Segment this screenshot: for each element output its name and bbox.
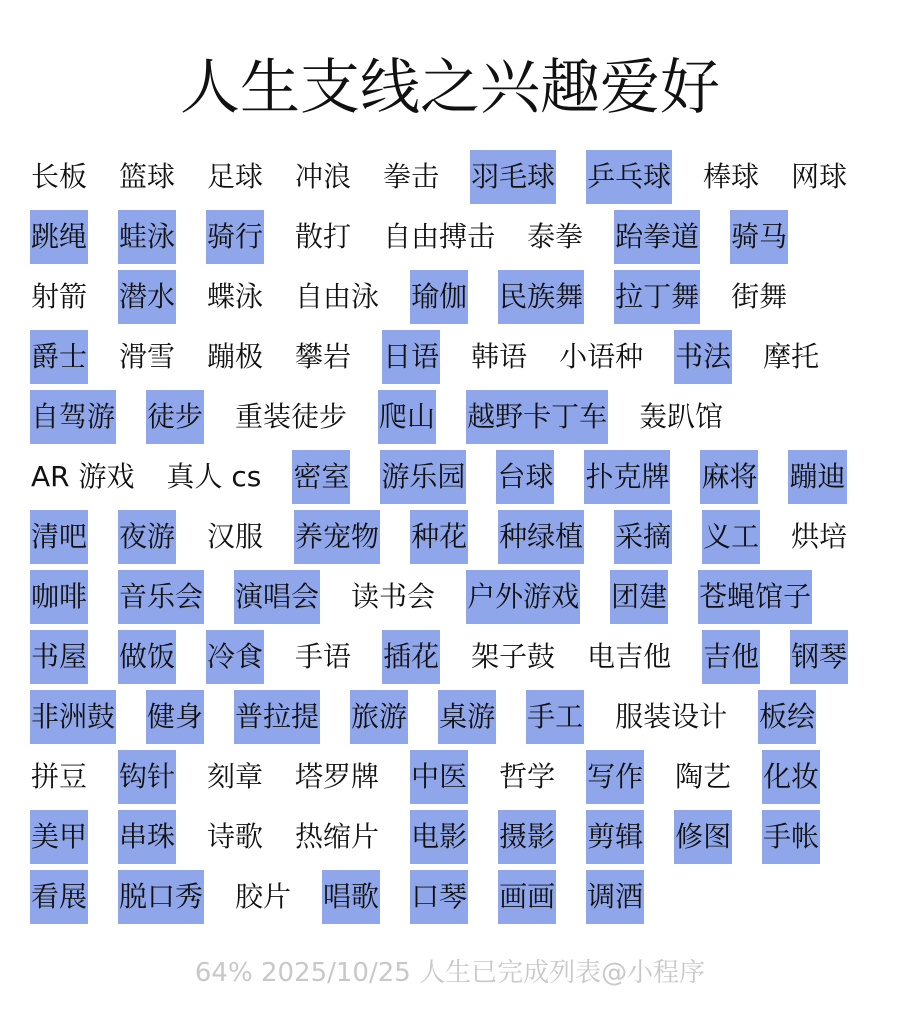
hobby-item-completed[interactable]: 书屋: [30, 630, 88, 684]
hobby-item-completed[interactable]: 桌游: [438, 690, 496, 744]
hobby-item-completed[interactable]: 越野卡丁车: [466, 390, 608, 444]
hobby-item[interactable]: 拳击: [383, 160, 440, 193]
hobby-item-completed[interactable]: 扑克牌: [584, 450, 670, 504]
hobby-item-completed[interactable]: 修图: [674, 810, 732, 864]
hobby-item-completed[interactable]: 徒步: [146, 390, 204, 444]
hobby-item-completed[interactable]: 吉他: [702, 630, 760, 684]
hobby-item[interactable]: 网球: [791, 160, 848, 193]
hobby-item[interactable]: 自由泳: [295, 280, 380, 313]
footer-date: 2025/10/25: [260, 958, 411, 988]
hobby-item-completed[interactable]: 钢琴: [790, 630, 848, 684]
hobby-item-completed[interactable]: 普拉提: [234, 690, 320, 744]
hobby-item-completed[interactable]: 爵士: [30, 330, 88, 384]
hobby-item[interactable]: 哲学: [499, 760, 556, 793]
hobby-row: [30, 630, 880, 684]
hobby-item-completed[interactable]: 串珠: [118, 810, 176, 864]
hobby-item-completed[interactable]: 种绿植: [498, 510, 584, 564]
hobby-item-completed[interactable]: 脱口秀: [118, 870, 204, 924]
hobby-item[interactable]: 足球: [207, 160, 264, 193]
hobby-item-completed[interactable]: 麻将: [700, 450, 758, 504]
hobby-item[interactable]: 街舞: [731, 280, 788, 313]
hobby-item-completed[interactable]: 苍蝇馆子: [698, 570, 812, 624]
hobby-item-completed[interactable]: 义工: [702, 510, 760, 564]
hobby-item[interactable]: 攀岩: [295, 340, 352, 373]
hobby-item[interactable]: 刻章: [207, 760, 264, 793]
hobby-item-completed[interactable]: 咖啡: [30, 570, 88, 624]
hobby-item-completed[interactable]: 养宠物: [294, 510, 380, 564]
hobby-item-completed[interactable]: 插花: [382, 630, 440, 684]
hobby-item-completed[interactable]: 调酒: [586, 870, 644, 924]
hobby-item-completed[interactable]: 乒乓球: [586, 150, 672, 204]
hobby-item[interactable]: 真人 cs: [166, 460, 262, 493]
hobby-item-completed[interactable]: 羽毛球: [470, 150, 556, 204]
hobby-item[interactable]: 陶艺: [675, 760, 732, 793]
hobby-item-completed[interactable]: 蹦迪: [788, 450, 846, 504]
hobby-item-completed[interactable]: 民族舞: [498, 270, 584, 324]
hobby-item[interactable]: 蝶泳: [207, 280, 264, 313]
hobby-item[interactable]: 篮球: [119, 160, 176, 193]
hobby-row: [30, 870, 880, 924]
hobby-item[interactable]: 架子鼓: [471, 640, 556, 673]
hobby-item[interactable]: 蹦极: [207, 340, 264, 373]
hobby-item-completed[interactable]: 板绘: [758, 690, 816, 744]
hobby-item-completed[interactable]: 潜水: [118, 270, 176, 324]
hobby-item[interactable]: 摩托: [763, 340, 820, 373]
hobby-item-completed[interactable]: 美甲: [30, 810, 88, 864]
hobby-item-completed[interactable]: 电影: [410, 810, 468, 864]
hobby-item-completed[interactable]: 中医: [410, 750, 468, 804]
hobby-item-completed[interactable]: 跆拳道: [614, 210, 700, 264]
hobby-row: [30, 570, 880, 624]
hobby-item-completed[interactable]: 旅游: [350, 690, 408, 744]
hobby-row: [30, 270, 880, 324]
hobby-item[interactable]: 手语: [295, 640, 352, 673]
hobby-item-completed[interactable]: 团建: [610, 570, 668, 624]
hobby-item-completed[interactable]: 画画: [498, 870, 556, 924]
hobby-item-completed[interactable]: 夜游: [118, 510, 176, 564]
hobby-item-completed[interactable]: 蛙泳: [118, 210, 176, 264]
hobby-item[interactable]: 轰趴馆: [639, 400, 724, 433]
hobby-item-completed[interactable]: 台球: [496, 450, 554, 504]
hobby-item-completed[interactable]: 钩针: [118, 750, 176, 804]
hobby-grid: [30, 150, 880, 930]
hobby-item-completed[interactable]: 唱歌: [322, 870, 380, 924]
hobby-row: [30, 150, 880, 204]
hobby-row: [30, 210, 880, 264]
hobby-item-completed[interactable]: 密室: [292, 450, 350, 504]
hobby-item[interactable]: 长板: [31, 160, 88, 193]
hobby-item-completed[interactable]: 清吧: [30, 510, 88, 564]
hobby-item[interactable]: AR 游戏: [31, 460, 135, 493]
hobby-item-completed[interactable]: 书法: [674, 330, 732, 384]
hobby-row: [30, 390, 880, 444]
hobby-item-completed[interactable]: 音乐会: [118, 570, 204, 624]
hobby-item-completed[interactable]: 做饭: [118, 630, 176, 684]
hobby-item[interactable]: 拼豆: [31, 760, 88, 793]
hobby-item-completed[interactable]: 游乐园: [380, 450, 466, 504]
hobby-item-completed[interactable]: 骑行: [206, 210, 264, 264]
hobby-item[interactable]: 读书会: [351, 580, 436, 613]
hobby-item[interactable]: 棒球: [703, 160, 760, 193]
hobby-item[interactable]: 重装徒步: [235, 400, 348, 433]
hobby-item-completed[interactable]: 日语: [382, 330, 440, 384]
hobby-item[interactable]: 自由搏击: [383, 220, 496, 253]
hobby-item[interactable]: 服装设计: [615, 700, 728, 733]
hobby-item-completed[interactable]: 冷食: [206, 630, 264, 684]
hobby-item-completed[interactable]: 瑜伽: [410, 270, 468, 324]
hobby-item-completed[interactable]: 写作: [586, 750, 644, 804]
hobby-item[interactable]: 射箭: [31, 280, 88, 313]
hobby-row: [30, 810, 880, 864]
hobby-item[interactable]: 小语种: [559, 340, 644, 373]
hobby-item-completed[interactable]: 手帐: [762, 810, 820, 864]
hobby-item[interactable]: 泰拳: [527, 220, 584, 253]
hobby-item[interactable]: 冲浪: [295, 160, 352, 193]
hobby-item[interactable]: 韩语: [471, 340, 528, 373]
hobby-item[interactable]: 电吉他: [587, 640, 672, 673]
hobby-row: [30, 750, 880, 804]
hobby-item-completed[interactable]: 骑马: [730, 210, 788, 264]
footer-watermark: [0, 955, 900, 991]
hobby-item[interactable]: 诗歌: [207, 820, 264, 853]
hobby-item-completed[interactable]: 健身: [146, 690, 204, 744]
completion-percent: 64%: [194, 958, 253, 988]
page-title: 人生支线之兴趣爱好: [180, 53, 720, 123]
hobby-item[interactable]: 滑雪: [119, 340, 176, 373]
hobby-row: [30, 330, 880, 384]
hobby-item-completed[interactable]: 自驾游: [30, 390, 116, 444]
hobby-item-completed[interactable]: 化妆: [762, 750, 820, 804]
hobby-item-completed[interactable]: 手工: [526, 690, 584, 744]
hobby-item[interactable]: 烘培: [791, 520, 848, 553]
hobby-item[interactable]: 塔罗牌: [295, 760, 380, 793]
hobby-item-completed[interactable]: 采摘: [614, 510, 672, 564]
hobby-item[interactable]: 散打: [295, 220, 352, 253]
hobby-item-completed[interactable]: 看展: [30, 870, 88, 924]
hobby-row: [30, 450, 880, 504]
hobby-item[interactable]: 热缩片: [295, 820, 380, 853]
footer-source: 人生已完成列表@小程序: [419, 958, 706, 988]
hobby-item-completed[interactable]: 演唱会: [234, 570, 320, 624]
hobby-row: [30, 510, 880, 564]
hobby-item-completed[interactable]: 爬山: [378, 390, 436, 444]
hobby-item[interactable]: 汉服: [207, 520, 264, 553]
hobby-item-completed[interactable]: 摄影: [498, 810, 556, 864]
hobby-item-completed[interactable]: 种花: [410, 510, 468, 564]
hobby-item-completed[interactable]: 跳绳: [30, 210, 88, 264]
hobby-item-completed[interactable]: 拉丁舞: [614, 270, 700, 324]
hobby-item-completed[interactable]: 户外游戏: [466, 570, 580, 624]
hobby-item-completed[interactable]: 剪辑: [586, 810, 644, 864]
hobby-item-completed[interactable]: 非洲鼓: [30, 690, 116, 744]
hobby-row: [30, 690, 880, 744]
hobby-item[interactable]: 胶片: [235, 880, 292, 913]
hobby-item-completed[interactable]: 口琴: [410, 870, 468, 924]
